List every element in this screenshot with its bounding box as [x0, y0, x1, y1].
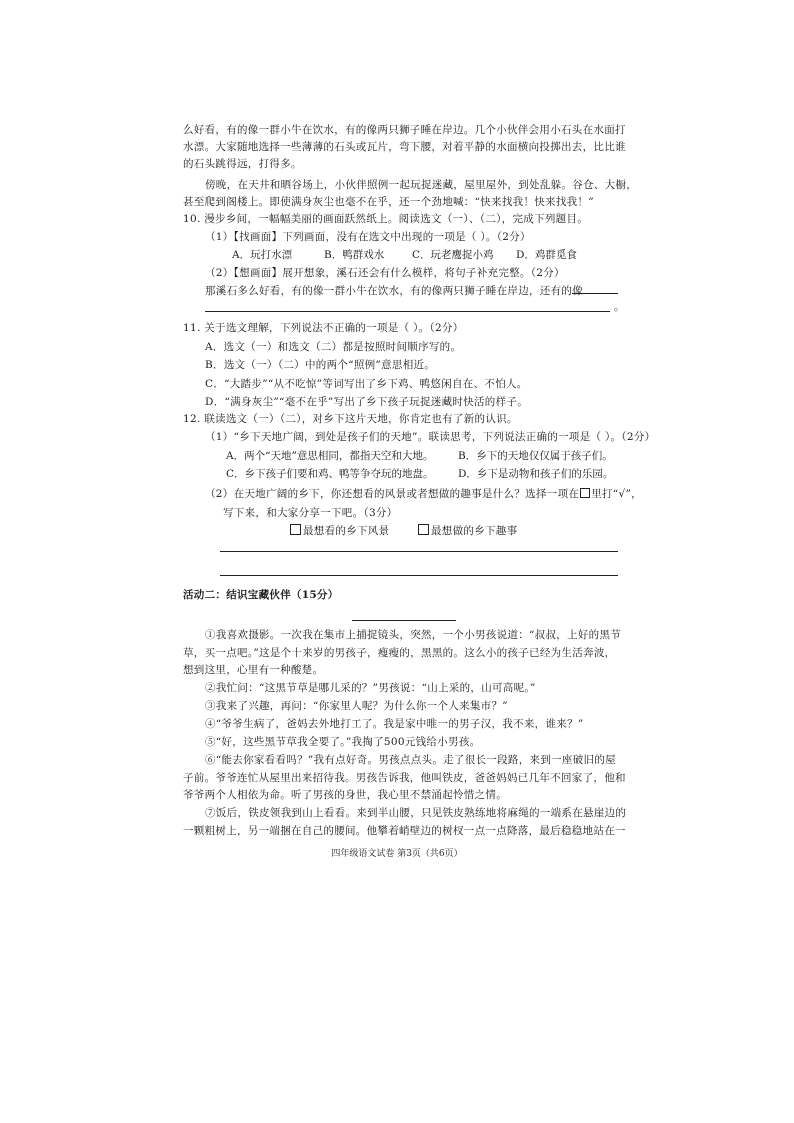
passage-line: 子前。爷爷连忙从屋里出来招待我。男孩告诉我，他叫铁皮，爸爸妈妈已几年不回家了，他和: [183, 772, 626, 784]
answer-line[interactable]: [205, 311, 610, 312]
passage-line: 甚至爬到阁楼上。即使满身灰尘也毫不在乎，还一个劲地喊：“快来找我！快来找我！”: [183, 196, 594, 208]
passage-line: 傍晚，在天井和晒谷场上，小伙伴照例一起玩捉迷藏，屋里屋外，到处乱躲。谷仓、大橱，: [205, 179, 637, 191]
option-b: B．鸭群戏水: [324, 249, 385, 261]
question-12-sub2-line2: 写下来，和大家分享一下吧。（3分）: [223, 507, 398, 519]
question-11-option-a: A．选文（一）和选文（二）都是按照时间顺序写的。: [205, 341, 462, 353]
passage-line: 想到这里，心里有一种酸楚。: [183, 664, 324, 676]
passage-line: 爷爷两个人相依为命。听了男孩的身世，我心里不禁涌起怜惜之情。: [183, 789, 507, 801]
question-11-option-b: B．选文（一）（二）中的两个“照例”意思相近。: [205, 359, 436, 371]
question-10-fill-prompt: 那溪石多么好看，有的像一群小牛在饮水，有的像两只狮子睡在岸边，还有的像: [205, 285, 583, 297]
option-a: A．玩打水漂: [232, 249, 293, 261]
question-12-option-b: B．乡下的天地仅仅属于孩子们。: [458, 450, 613, 462]
question-12-option-a: A．两个“天地”意思相同，都指天空和大地。: [226, 450, 434, 462]
question-12-sub2-text-end: 里打“√”，: [591, 488, 642, 500]
question-12-option-c: C．乡下孩子们要和鸡、鸭等争夺玩的地盘。: [226, 468, 434, 480]
passage-title-blank[interactable]: [352, 620, 456, 621]
choice-scenery[interactable]: [290, 524, 389, 538]
passage-line: 一颗粗树上，另一端捆在自己的腰间。他攀着峭壁边的树杈一点一点降落，最后稳稳地站在一: [183, 825, 626, 837]
passage-line: ⑥“能去你家看看吗？”我有点好奇。男孩点点头。走了很长一段路，来到一座破旧的屋: [205, 754, 616, 766]
passage-line: 草，买一点吧。”这是个十来岁的男孩子，瘦瘦的，黑黑的。这么小的孩子已经为生活奔波，: [183, 647, 616, 659]
passage-line: 水漂。大家随地选择一些薄薄的石头或瓦片，弯下腰，对着平静的水面横向投掷出去，比比谁: [183, 141, 626, 153]
choice-scenery-label: 最想看的乡下风景: [303, 525, 390, 537]
choice-activity-label: 最想做的乡下趣事: [431, 525, 518, 537]
answer-line[interactable]: [572, 293, 618, 294]
question-11-stem: 11. 关于选文理解，下列说法不正确的一项是（ ）。（2分）: [183, 322, 464, 334]
option-d: D．鸡群觅食: [516, 249, 577, 261]
passage-line: ②我忙问：“这黑节草是哪儿采的？”男孩说：“山上采的，山可高呢。”: [205, 682, 536, 694]
passage-line: ⑦饭后，铁皮领我到山上看看。来到半山腰，只见铁皮熟练地将麻绳的一端系在悬崖边的: [205, 807, 627, 819]
passage-line: ①我喜欢摄影。一次我在集市上捕捉镜头，突然，一个小男孩说道：“叔叔，上好的黑节: [205, 629, 622, 641]
question-12-stem: 12. 联读选文（一）（二），对乡下这片天地，你肯定也有了新的认识。: [183, 413, 518, 425]
answer-line[interactable]: [220, 551, 618, 552]
checkbox-scenery[interactable]: [290, 524, 301, 535]
section-title: 活动二：结识宝藏伙伴（15分）: [183, 589, 339, 601]
end-mark: 。: [614, 301, 625, 313]
question-12-option-d: D．乡下是动物和孩子们的乐园。: [458, 468, 614, 480]
question-10-sub1: （1）【找画面】下列画面，没有在选文中出现的一项是（ ）。（2分）: [205, 231, 531, 243]
option-c: C．玩老鹰捉小鸡: [412, 249, 494, 261]
question-11-option-c: C．“大踏步”“从不吃惊”等词写出了乡下鸡、鸭悠闲自在、不怕人。: [205, 378, 528, 390]
passage-line: ⑤“好，这些黑节草我全要了。”我掏了500元钱给小男孩。: [205, 736, 481, 748]
question-12-sub2: [205, 487, 642, 501]
checkbox-activity[interactable]: [418, 524, 429, 535]
question-10-sub2: （2）【想画面】展开想象，溪石还会有什么模样，将句子补充完整。（2分）: [205, 267, 565, 279]
page-footer: 四年级语文试卷 第3页（共6页）: [331, 849, 463, 859]
checkbox-icon: [580, 488, 590, 498]
passage-line: ④“爷爷生病了，爸妈去外地打工了。我是家中唯一的男子汉，我不来，谁来？”: [205, 718, 584, 730]
question-11-option-d: D．“满身灰尘”“毫不在乎”写出了乡下孩子玩捉迷藏时快活的样子。: [205, 396, 528, 408]
question-12-sub1: （1）“乡下天地广阔，到处是孩子们的天地”。联读思考，下列说法正确的一项是（ ）。（2分）: [205, 431, 656, 443]
question-12-sub2-text: （2）在天地广阔的乡下，你还想看的风景或者想做的趣事是什么？选择一项在: [205, 488, 580, 500]
answer-line[interactable]: [220, 575, 618, 576]
question-10-stem: 10. 漫步乡间，一幅幅美丽的画面跃然纸上。阅读选文（一）、（二），完成下列题目。: [183, 213, 589, 225]
passage-line: 的石头跳得远，打得多。: [183, 158, 302, 170]
passage-line: 么好看，有的像一群小牛在饮水，有的像两只狮子睡在岸边。几个小伙伴会用小石头在水面打: [183, 124, 626, 136]
passage-line: ③我来了兴趣，再问：“你家里人呢？为什么你一个人来集市？”: [205, 700, 508, 712]
choice-activity[interactable]: [418, 524, 517, 538]
